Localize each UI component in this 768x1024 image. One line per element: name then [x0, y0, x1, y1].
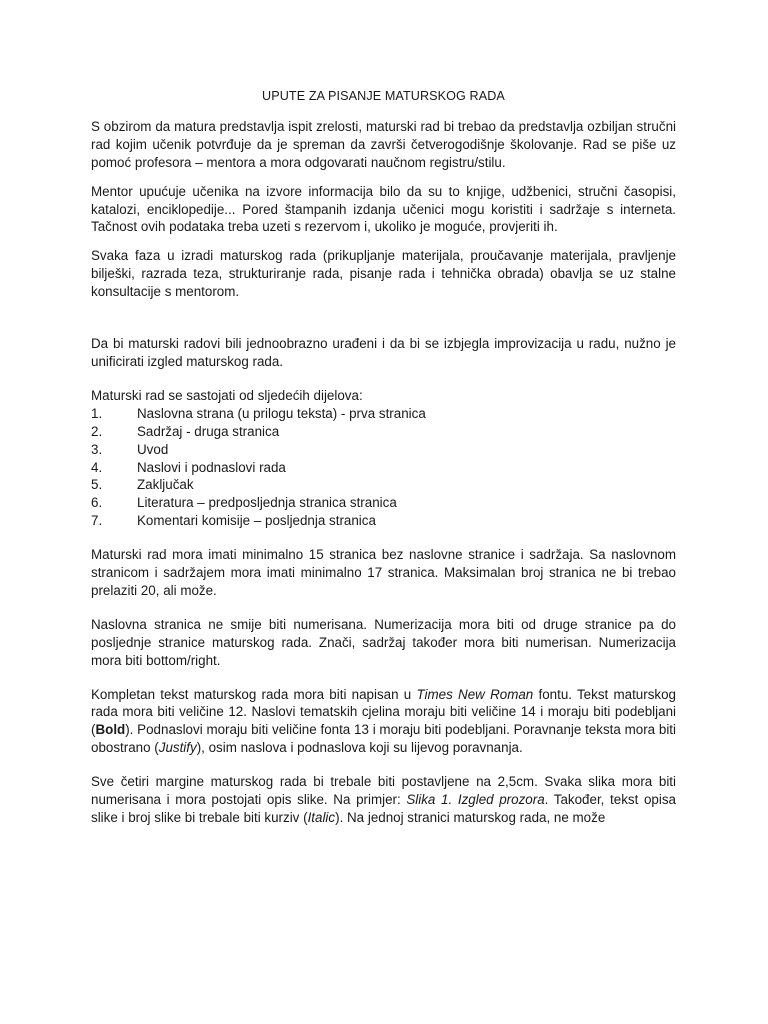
text-run-bold: Bold: [95, 722, 126, 738]
list-item: [91, 512, 676, 530]
paragraph-page-count: Maturski rad mora imati minimalno 15 stranica bez naslovne stranice i sadržaja. Sa naslovnom stranicom i sadržajem mora imati minimalno 17 stranica. Maksimalan broj stranica ne bi trebao prelaziti 20, ali može.: [91, 547, 676, 598]
list-item-number: 6.: [91, 495, 103, 511]
paragraph-font: [91, 686, 676, 758]
text-run-italic: Italic: [307, 810, 336, 825]
document-title: UPUTE ZA PISANJE MATURSKOG RADA: [262, 89, 505, 103]
text-run: . Također, tekst opisa slike i broj slike bi trebale biti kurziv (: [91, 792, 676, 825]
list-item-number: 5.: [91, 477, 103, 493]
document-page: [91, 88, 676, 827]
paragraph-margins: [91, 773, 676, 827]
text-run: ), osim naslova i podnaslova koji su lijevog poravnanja.: [196, 740, 523, 756]
paragraph-mentor: Mentor upućuje učenika na izvore informacija bilo da su to knjige, udžbenici, stručni časopisi, katalozi, enciklopedije... Pored štampanih izdanja učenici mogu koristiti i sadržaje s interneta. Tačnost ovih podataka treba uzeti s rezervom i, ukoliko je moguće, provjeriti ih.: [91, 183, 676, 235]
list-item-number: 4.: [91, 459, 103, 475]
list-item: [91, 476, 676, 494]
list-item: [91, 459, 676, 477]
list-item-text: Komentari komisije – posljednja stranica: [137, 513, 376, 529]
list-item: [91, 494, 676, 512]
text-run: Kompletan tekst maturskog rada mora biti napisan u: [91, 686, 417, 702]
text-run: Sve četiri margine maturskog rada bi trebale biti postavljene na 2,5cm. Svaka slika mora biti numerisana i mora postojati opis slike. Na primjer:: [91, 774, 676, 808]
list-item-number: 2.: [91, 423, 103, 439]
paragraph-phases: Svaka faza u izradi maturskog rada (prikupljanje materijala, proučavanje materijala, pravljenje bilješki, razrada teza, strukturiranje rada, pisanje rada i tehnička obrada) obavlja se uz stalne konsultacije s mentorom.: [91, 248, 676, 300]
list-item: [91, 405, 676, 423]
paragraph-intro: S obzirom da matura predstavlja ispit zrelosti, maturski rad bi trebao da predstavlja ozbiljan stručni rad kojim učenik potvrđuje da je spreman da završi četverogodišnje školovanje. Rad se piše uz pomoć profesora – mentora a mora odgovarati naučnom registru/stilu.: [91, 118, 676, 170]
list-item: [91, 423, 676, 441]
list-item-text: Naslovna strana (u prilogu teksta) - prva stranica: [137, 405, 426, 421]
text-run-italic: Justify: [158, 740, 197, 756]
list-item-text: Uvod: [137, 441, 169, 457]
parts-list: [91, 405, 676, 530]
text-run: fontu. Tekst maturskog rada mora biti veličine 12. Naslovi tematskih cjelina moraju biti veličine 14 i moraju biti podebljani (: [91, 686, 676, 738]
text-run-italic: Times New Roman: [416, 686, 534, 702]
list-item: [91, 441, 676, 459]
list-item-number: 3.: [91, 441, 103, 457]
text-run: ). Podnaslovi moraju biti veličine fonta 13 i moraju biti podebljani. Poravnanje teksta mora biti obostrano (: [91, 722, 676, 756]
list-item-number: 1.: [91, 405, 103, 421]
text-run: ). Na jednoj stranici maturskog rada, ne može: [335, 810, 606, 825]
paragraph-uniformity: Da bi maturski radovi bili jednoobrazno urađeni i da bi se izbjegla improvizacija u radu, nužno je unificirati izgled maturskog rada.: [91, 336, 676, 369]
paragraph-parts-intro: Maturski rad se sastojati od sljedećih dijelova:: [91, 387, 363, 403]
text-run-italic: Slika 1. Izgled prozora: [406, 792, 545, 808]
list-item-number: 7.: [91, 513, 103, 529]
list-item-text: Sadržaj - druga stranica: [137, 423, 280, 439]
list-item-text: Zaključak: [137, 477, 194, 493]
list-item-text: Naslovi i podnaslovi rada: [137, 459, 286, 475]
list-item-text: Literatura – predposljednja stranica stranica: [137, 495, 397, 511]
paragraph-numbering: Naslovna stranica ne smije biti numerisana. Numerizacija mora biti od druge stranice pa do posljednje stranice maturskog rada. Znači, sadržaj također mora biti numerisan. Numerizacija mora biti bottom/right.: [91, 616, 676, 668]
